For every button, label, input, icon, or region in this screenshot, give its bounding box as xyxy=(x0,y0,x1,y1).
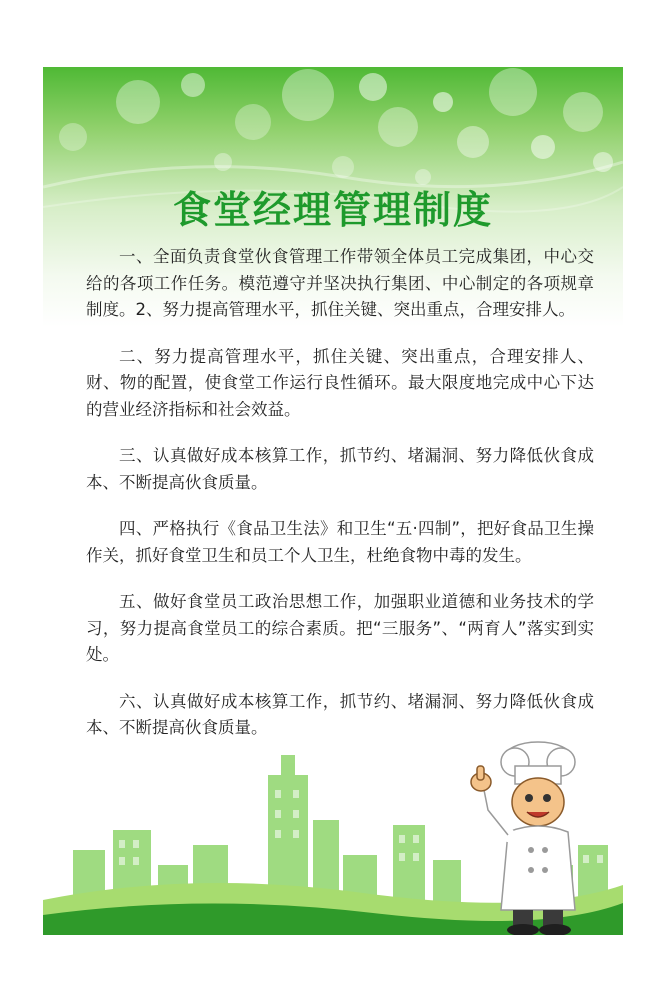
page-title: 食堂经理管理制度 xyxy=(172,188,493,232)
regulation-item-4: 四、严格执行《食品卫生法》和卫生“五·四制”，把好食品卫生操作关，抓好食堂卫生和员工个人卫生，杜绝食物中毒的发生。 xyxy=(86,519,594,565)
regulation-list xyxy=(86,244,594,762)
bokeh-header-decoration xyxy=(43,67,623,267)
regulation-item-5: 五、做好食堂员工政治思想工作，加强职业道德和业务技术的学习，努力提高食堂员工的综合素质。把“三服务”、“两育人”落实到实处。 xyxy=(86,592,594,664)
regulation-item-2: 二、努力提高管理水平，抓住关键、突出重点，合理安排人、财、物的配置，使食堂工作运行良性循环。最大限度地完成中心下达的营业经济指标和社会效益。 xyxy=(86,346,594,419)
poster xyxy=(43,67,623,935)
regulation-item-3: 三、认真做好成本核算工作，抓节约、堵漏洞、努力降低伙食成本、不断提高伙食质量。 xyxy=(86,446,594,492)
regulation-item-6: 六、认真做好成本核算工作，抓节约、堵漏洞、努力降低伙食成本、不断提高伙食质量。 xyxy=(86,691,594,737)
regulation-item-1: 一、全面负责食堂伙食管理工作带领全体员工完成集团，中心交给的各项工作任务。模范遵守并坚决执行集团、中心制定的各项规章制度。2、努力提高管理水平，抓住关键、突出重点，合理安排人。 xyxy=(86,247,594,319)
city-skyline-illustration xyxy=(43,735,623,935)
